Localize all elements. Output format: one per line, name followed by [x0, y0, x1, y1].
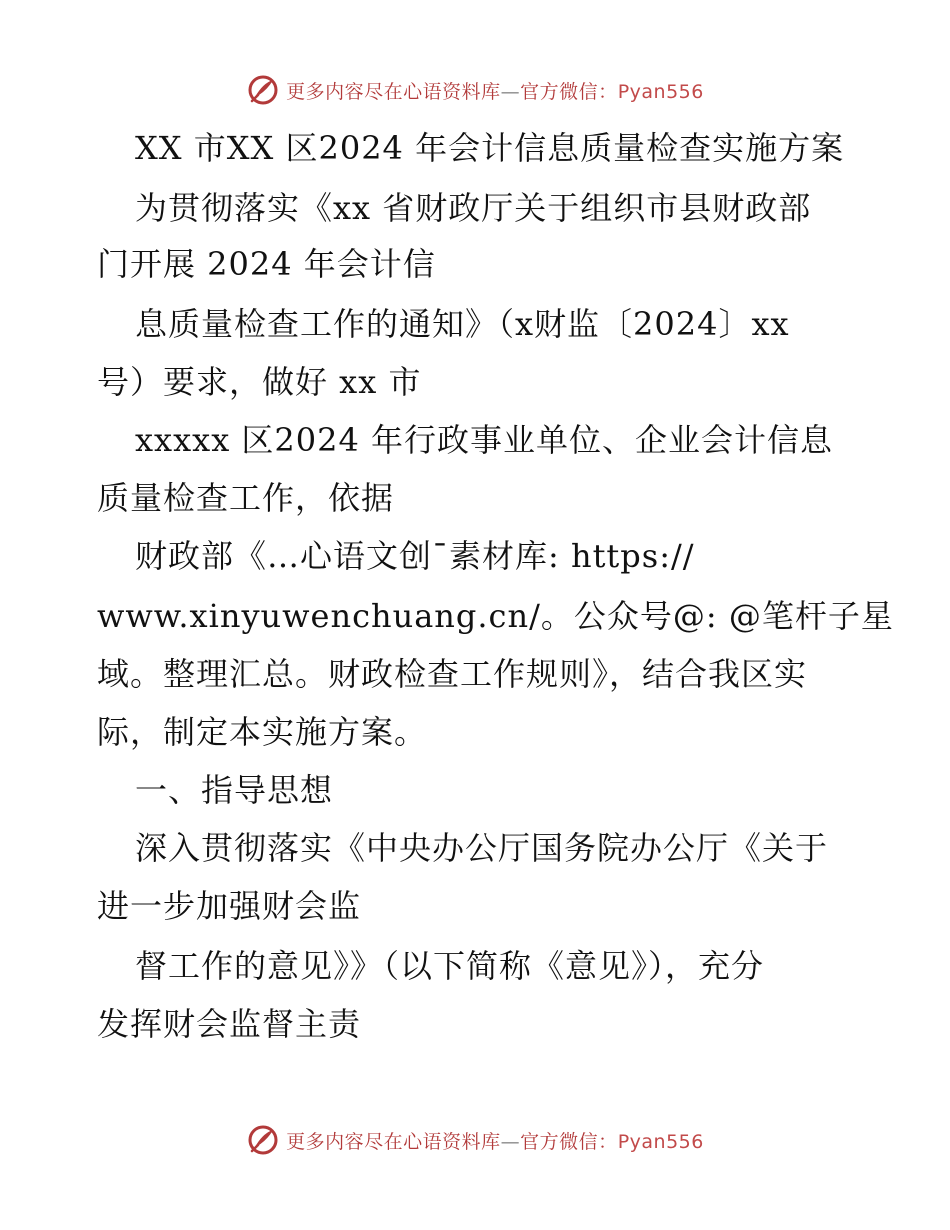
watermark-main: 更多内容尽在心语资料库 — [286, 80, 501, 103]
document-title: XX 市XX 区2024 年会计信息质量检查实施方案 — [135, 129, 845, 167]
quill-swirl-logo-icon — [246, 73, 280, 107]
header-watermark — [0, 70, 950, 110]
paragraph-line: 门开展 2024 年会计信 — [97, 245, 436, 283]
paragraph-line: 深入贯彻落实《中央办公厅国务院办公厅《关于 — [135, 829, 829, 867]
watermark-wechat-id: Pyan556 — [617, 80, 704, 103]
section-heading: 一、指导思想 — [135, 771, 334, 809]
quill-swirl-logo-icon — [246, 1123, 280, 1157]
watermark-wechat-id: Pyan556 — [617, 1130, 704, 1153]
watermark-main: 更多内容尽在心语资料库 — [286, 1130, 501, 1153]
watermark-suffix: 官方微信： — [520, 80, 618, 103]
paragraph-line: 质量检查工作，依据 — [97, 479, 395, 517]
watermark-separator: — — [500, 1130, 521, 1153]
footer-watermark — [0, 1120, 950, 1160]
paragraph-line: 息质量检查工作的通知》（x财监〔2024〕xx — [135, 305, 790, 343]
paragraph-line: 发挥财会监督主责 — [97, 1005, 362, 1043]
paragraph-line: 域。整理汇总。财政检查工作规则》，结合我区实 — [97, 655, 808, 693]
paragraph-line: xxxxx 区2024 年行政事业单位、企业会计信息 — [135, 421, 834, 459]
paragraph-line: 督工作的意见》》（以下简称《意见》），充分 — [135, 947, 765, 985]
watermark-separator: — — [500, 80, 521, 103]
paragraph-line: www.xinyuwenchuang.cn/。公众号@: @笔杆子星 — [97, 597, 894, 635]
paragraph-line: 进一步加强财会监 — [97, 887, 362, 925]
paragraph-line: 际，制定本实施方案。 — [97, 713, 428, 751]
paragraph-line: 财政部《…心语文创¯素材库: https:// — [135, 537, 695, 575]
watermark-suffix: 官方微信： — [520, 1130, 618, 1153]
watermark-text — [286, 1127, 704, 1154]
paragraph-line: 为贯彻落实《xx 省财政厅关于组织市县财政部 — [135, 189, 812, 227]
paragraph-line: 号）要求，做好 xx 市 — [97, 363, 422, 401]
watermark-text — [286, 77, 704, 104]
